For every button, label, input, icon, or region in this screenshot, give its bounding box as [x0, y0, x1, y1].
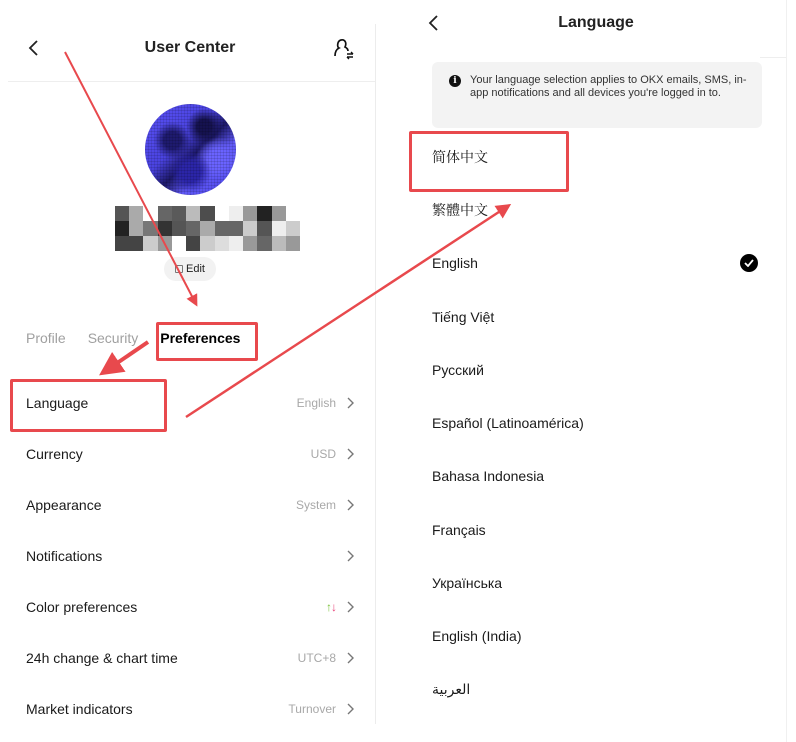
arrow-down-icon: ↓	[331, 599, 336, 614]
language-option[interactable]	[376, 183, 786, 236]
pref-value: Turnover	[288, 701, 336, 716]
language-label: 繁體中文	[432, 201, 488, 218]
header-divider	[760, 57, 786, 58]
preferences-list	[0, 377, 376, 734]
pref-value: UTC+8	[297, 650, 336, 665]
username-redacted	[115, 206, 300, 251]
chevron-right-icon	[346, 601, 354, 613]
chevron-left-icon	[427, 14, 441, 32]
up-green-down-red-icon	[326, 600, 336, 614]
tab-security[interactable]: Security	[87, 330, 139, 346]
notice-text: Your language selection applies to OKX emails, SMS, in-app notifications and all devices you're logged in to.	[470, 74, 747, 99]
pref-right	[297, 396, 354, 410]
language-option[interactable]	[376, 663, 786, 716]
back-button[interactable]	[24, 38, 44, 58]
pref-row-currency[interactable]	[0, 428, 376, 479]
language-label: Español (Latinoamérica)	[432, 415, 584, 432]
header-divider	[8, 81, 376, 82]
language-label: 简体中文	[432, 148, 488, 165]
pref-label: Language	[26, 394, 89, 411]
back-button[interactable]	[424, 13, 444, 33]
page-title: Language	[558, 14, 634, 31]
pref-value: System	[295, 497, 336, 512]
chevron-right-icon	[346, 499, 354, 511]
user-switch-icon	[330, 36, 356, 62]
chevron-right-icon	[346, 652, 354, 664]
language-label: Русский	[432, 361, 484, 378]
language-label: Українська	[432, 575, 503, 592]
chevron-right-icon	[346, 703, 354, 715]
language-option[interactable]	[376, 610, 786, 663]
switch-account-button[interactable]	[330, 36, 356, 62]
edit-profile-button[interactable]	[164, 257, 216, 281]
pref-row-language[interactable]	[0, 377, 376, 428]
language-option[interactable]	[376, 130, 786, 183]
panel-edge	[786, 0, 787, 742]
user-center-panel	[0, 0, 376, 742]
language-option[interactable]	[376, 503, 786, 556]
arrow-up-icon: ↑	[326, 599, 331, 614]
language-list	[376, 130, 786, 716]
language-label: العربية	[432, 681, 471, 698]
language-notice	[432, 62, 762, 128]
language-label: English (India)	[432, 628, 522, 645]
pref-value: USD	[310, 446, 336, 461]
pref-right	[298, 651, 354, 665]
pref-label: Notifications	[26, 547, 103, 564]
language-label: English	[432, 255, 478, 272]
pref-right	[346, 550, 354, 562]
edit-label: Edit	[186, 263, 205, 275]
language-option[interactable]	[376, 343, 786, 396]
chevron-right-icon	[346, 397, 354, 409]
pref-right	[326, 600, 354, 614]
avatar[interactable]	[145, 104, 236, 195]
pref-label: 24h change & chart time	[26, 649, 178, 666]
pref-right	[288, 702, 354, 716]
chevron-right-icon	[346, 448, 354, 460]
page-title: User Center	[144, 39, 236, 56]
pref-row-color-preferences[interactable]	[0, 581, 376, 632]
language-option[interactable]	[376, 290, 786, 343]
language-option[interactable]	[376, 396, 786, 449]
pref-row-notifications[interactable]	[0, 530, 376, 581]
checkmark-icon	[740, 254, 758, 272]
language-label: Français	[432, 521, 486, 538]
edit-icon	[175, 265, 183, 273]
pref-right	[296, 498, 354, 512]
pref-label: Market indicators	[26, 700, 133, 717]
pref-value: English	[296, 395, 336, 410]
pref-label: Currency	[26, 445, 83, 462]
chevron-right-icon	[346, 550, 354, 562]
tab-preferences[interactable]: Preferences	[160, 330, 241, 346]
pref-row-24h-change-chart-time[interactable]	[0, 632, 376, 683]
info-icon: i	[449, 75, 461, 87]
language-option-selected[interactable]	[376, 237, 786, 290]
pref-label: Color preferences	[26, 598, 138, 615]
pref-right	[311, 447, 354, 461]
language-label: Bahasa Indonesia	[432, 468, 545, 485]
pref-row-market-indicators[interactable]	[0, 683, 376, 734]
language-label: Tiếng Việt	[432, 308, 495, 325]
tab-profile[interactable]: Profile	[26, 330, 66, 346]
language-option[interactable]	[376, 556, 786, 609]
user-center-tabs	[26, 330, 240, 346]
language-option[interactable]	[376, 450, 786, 503]
chevron-left-icon	[27, 39, 41, 57]
pref-label: Appearance	[26, 496, 102, 513]
pref-row-appearance[interactable]	[0, 479, 376, 530]
